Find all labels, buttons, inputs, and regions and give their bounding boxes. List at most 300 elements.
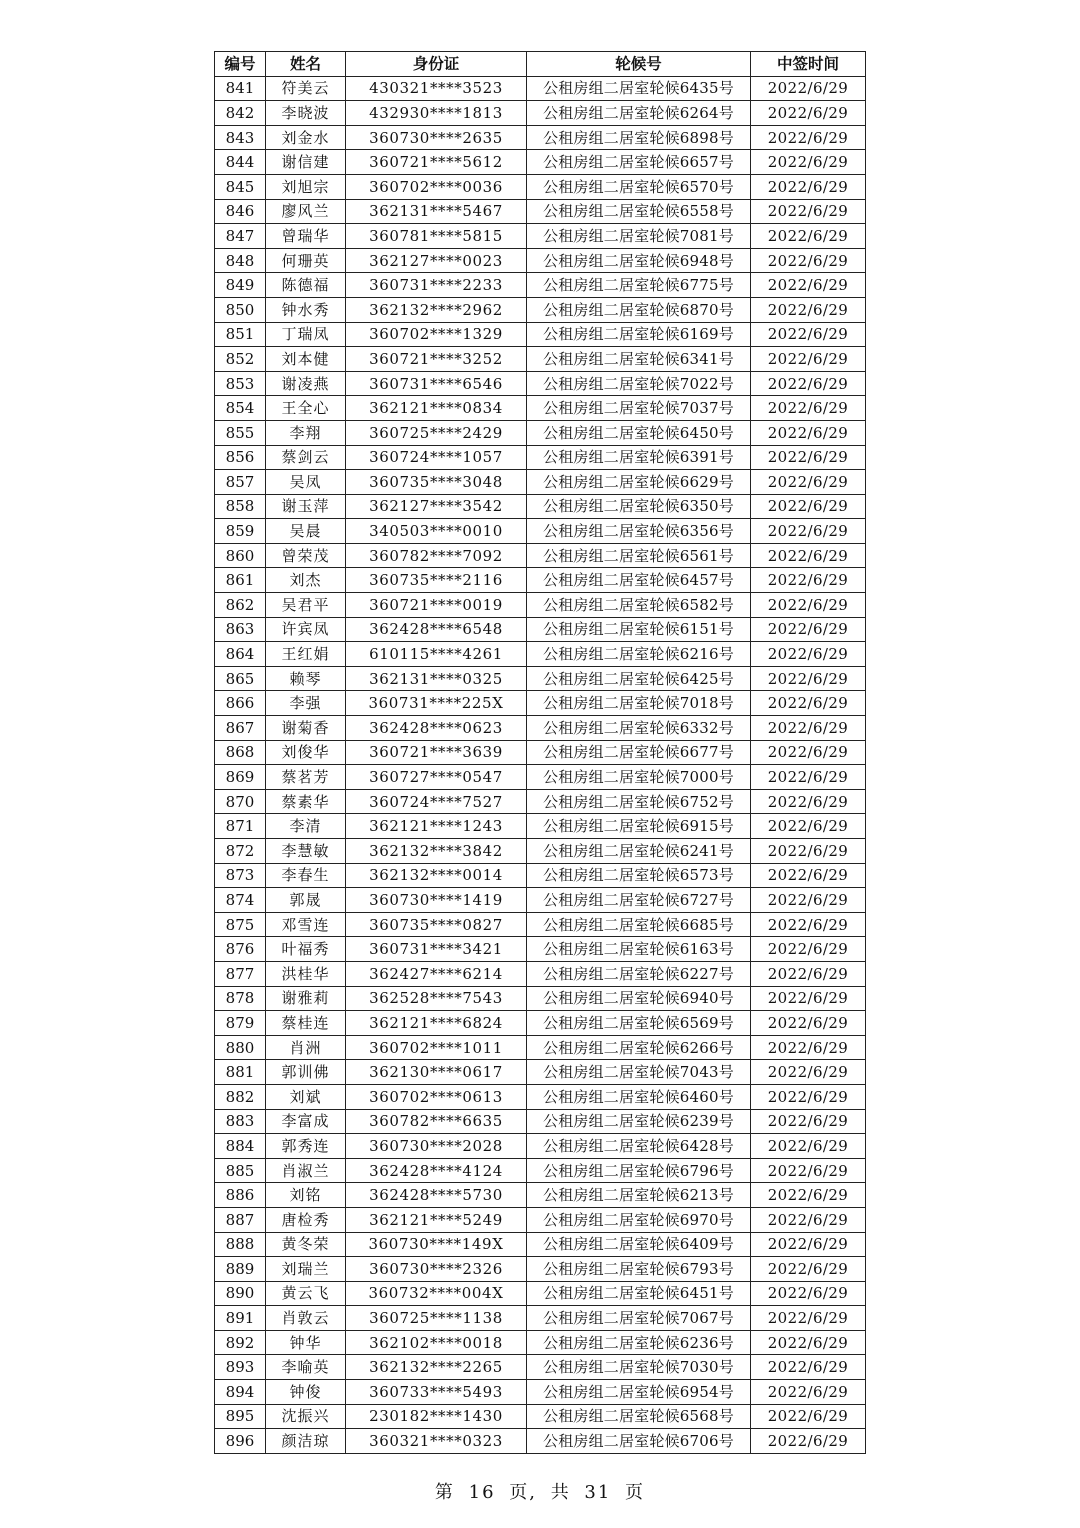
cell-number: 847 [215,224,266,249]
table-row [215,125,866,150]
table-row [215,273,866,298]
table-row [215,1257,866,1282]
cell-name: 谢信建 [266,150,346,175]
header-name: 姓名 [266,52,346,77]
cell-queue-number: 公租房组二居室轮候6685号 [527,912,751,937]
cell-number: 842 [215,101,266,126]
cell-number: 884 [215,1134,266,1159]
cell-number: 872 [215,839,266,864]
table-row [215,716,866,741]
cell-number: 873 [215,863,266,888]
cell-number: 849 [215,273,266,298]
cell-id-card: 360721****3252 [346,347,527,372]
cell-name: 陈德福 [266,273,346,298]
cell-signing-date: 2022/6/29 [751,273,866,298]
table-row [215,691,866,716]
cell-number: 863 [215,617,266,642]
cell-number: 854 [215,396,266,421]
cell-number: 846 [215,199,266,224]
table-row [215,1429,866,1454]
cell-id-card: 360731****6546 [346,371,527,396]
table-row [215,396,866,421]
cell-name: 蔡剑云 [266,445,346,470]
cell-queue-number: 公租房组二居室轮候6569号 [527,1011,751,1036]
cell-signing-date: 2022/6/29 [751,125,866,150]
cell-number: 890 [215,1281,266,1306]
cell-name: 沈振兴 [266,1404,346,1429]
cell-number: 864 [215,642,266,667]
cell-queue-number: 公租房组二居室轮候6970号 [527,1207,751,1232]
cell-queue-number: 公租房组二居室轮候6216号 [527,642,751,667]
cell-number: 844 [215,150,266,175]
cell-number: 881 [215,1060,266,1085]
cell-queue-number: 公租房组二居室轮候7018号 [527,691,751,716]
table-row [215,642,866,667]
cell-number: 883 [215,1109,266,1134]
cell-name: 刘旭宗 [266,174,346,199]
cell-id-card: 430321****3523 [346,76,527,101]
cell-id-card: 360730****149X [346,1232,527,1257]
cell-name: 曾瑞华 [266,224,346,249]
cell-id-card: 362132****2265 [346,1355,527,1380]
cell-name: 肖淑兰 [266,1158,346,1183]
table-row [215,347,866,372]
table-row [215,961,866,986]
table-row [215,150,866,175]
cell-queue-number: 公租房组二居室轮候6775号 [527,273,751,298]
table-row [215,1183,866,1208]
table-row [215,863,866,888]
cell-name: 李喻英 [266,1355,346,1380]
cell-id-card: 362132****0014 [346,863,527,888]
cell-signing-date: 2022/6/29 [751,1355,866,1380]
header-signing-date: 中签时间 [751,52,866,77]
cell-number: 868 [215,740,266,765]
cell-queue-number: 公租房组二居室轮候6241号 [527,839,751,864]
cell-name: 谢菊香 [266,716,346,741]
cell-signing-date: 2022/6/29 [751,150,866,175]
cell-number: 888 [215,1232,266,1257]
cell-id-card: 362428****0623 [346,716,527,741]
cell-id-card: 360721****3639 [346,740,527,765]
cell-id-card: 360321****0323 [346,1429,527,1454]
cell-name: 钟水秀 [266,297,346,322]
cell-name: 蔡茗芳 [266,765,346,790]
cell-queue-number: 公租房组二居室轮候7037号 [527,396,751,421]
cell-signing-date: 2022/6/29 [751,1281,866,1306]
cell-name: 赖琴 [266,666,346,691]
cell-signing-date: 2022/6/29 [751,470,866,495]
cell-id-card: 360730****2028 [346,1134,527,1159]
cell-signing-date: 2022/6/29 [751,1330,866,1355]
cell-signing-date: 2022/6/29 [751,888,866,913]
cell-number: 878 [215,986,266,1011]
cell-number: 870 [215,789,266,814]
table-row [215,101,866,126]
cell-name: 谢凌燕 [266,371,346,396]
cell-signing-date: 2022/6/29 [751,1035,866,1060]
table-row [215,543,866,568]
cell-queue-number: 公租房组二居室轮候6558号 [527,199,751,224]
cell-signing-date: 2022/6/29 [751,839,866,864]
cell-id-card: 362428****4124 [346,1158,527,1183]
cell-number: 850 [215,297,266,322]
cell-signing-date: 2022/6/29 [751,1257,866,1282]
cell-number: 843 [215,125,266,150]
cell-queue-number: 公租房组二居室轮候7030号 [527,1355,751,1380]
cell-signing-date: 2022/6/29 [751,224,866,249]
cell-signing-date: 2022/6/29 [751,912,866,937]
cell-signing-date: 2022/6/29 [751,174,866,199]
cell-name: 刘斌 [266,1084,346,1109]
table-row [215,199,866,224]
cell-signing-date: 2022/6/29 [751,1158,866,1183]
cell-queue-number: 公租房组二居室轮候6451号 [527,1281,751,1306]
cell-signing-date: 2022/6/29 [751,863,866,888]
table-row [215,1355,866,1380]
cell-name: 钟华 [266,1330,346,1355]
cell-queue-number: 公租房组二居室轮候6332号 [527,716,751,741]
cell-id-card: 362121****0834 [346,396,527,421]
cell-name: 吴君平 [266,593,346,618]
cell-number: 871 [215,814,266,839]
cell-queue-number: 公租房组二居室轮候6356号 [527,519,751,544]
cell-name: 刘金水 [266,125,346,150]
cell-id-card: 360781****5815 [346,224,527,249]
cell-signing-date: 2022/6/29 [751,1429,866,1454]
table-body [215,76,866,1453]
cell-signing-date: 2022/6/29 [751,814,866,839]
table-row [215,1158,866,1183]
table-row [215,1035,866,1060]
cell-id-card: 362102****0018 [346,1330,527,1355]
cell-number: 855 [215,420,266,445]
cell-id-card: 362127****0023 [346,248,527,273]
cell-id-card: 360730****1419 [346,888,527,913]
cell-signing-date: 2022/6/29 [751,101,866,126]
cell-id-card: 362132****3842 [346,839,527,864]
cell-number: 893 [215,1355,266,1380]
cell-queue-number: 公租房组二居室轮候6435号 [527,76,751,101]
cell-number: 866 [215,691,266,716]
cell-number: 879 [215,1011,266,1036]
cell-number: 889 [215,1257,266,1282]
cell-number: 877 [215,961,266,986]
cell-queue-number: 公租房组二居室轮候6793号 [527,1257,751,1282]
table-row [215,1306,866,1331]
cell-signing-date: 2022/6/29 [751,666,866,691]
cell-queue-number: 公租房组二居室轮候6657号 [527,150,751,175]
cell-queue-number: 公租房组二居室轮候6163号 [527,937,751,962]
cell-number: 894 [215,1380,266,1405]
cell-name: 王全心 [266,396,346,421]
cell-id-card: 360724****1057 [346,445,527,470]
cell-name: 钟俊 [266,1380,346,1405]
cell-id-card: 360702****1011 [346,1035,527,1060]
table-row [215,297,866,322]
cell-queue-number: 公租房组二居室轮候6213号 [527,1183,751,1208]
cell-signing-date: 2022/6/29 [751,519,866,544]
cell-id-card: 362131****0325 [346,666,527,691]
table-row [215,1011,866,1036]
cell-queue-number: 公租房组二居室轮候6573号 [527,863,751,888]
cell-signing-date: 2022/6/29 [751,1060,866,1085]
cell-name: 谢玉萍 [266,494,346,519]
cell-number: 885 [215,1158,266,1183]
cell-number: 869 [215,765,266,790]
table-row [215,666,866,691]
table-row [215,1330,866,1355]
cell-number: 858 [215,494,266,519]
cell-name: 刘铭 [266,1183,346,1208]
cell-queue-number: 公租房组二居室轮候6948号 [527,248,751,273]
cell-id-card: 340503****0010 [346,519,527,544]
cell-name: 吴晨 [266,519,346,544]
cell-id-card: 610115****4261 [346,642,527,667]
cell-queue-number: 公租房组二居室轮候6151号 [527,617,751,642]
cell-number: 895 [215,1404,266,1429]
cell-signing-date: 2022/6/29 [751,371,866,396]
cell-number: 874 [215,888,266,913]
table-row [215,224,866,249]
cell-id-card: 360721****0019 [346,593,527,618]
cell-queue-number: 公租房组二居室轮候6350号 [527,494,751,519]
cell-signing-date: 2022/6/29 [751,1306,866,1331]
cell-queue-number: 公租房组二居室轮候6629号 [527,470,751,495]
cell-signing-date: 2022/6/29 [751,691,866,716]
cell-name: 刘瑞兰 [266,1257,346,1282]
cell-queue-number: 公租房组二居室轮候6706号 [527,1429,751,1454]
cell-name: 廖风兰 [266,199,346,224]
cell-number: 887 [215,1207,266,1232]
cell-id-card: 360731****225X [346,691,527,716]
cell-signing-date: 2022/6/29 [751,199,866,224]
cell-number: 896 [215,1429,266,1454]
cell-signing-date: 2022/6/29 [751,1134,866,1159]
cell-signing-date: 2022/6/29 [751,986,866,1011]
table-row [215,1134,866,1159]
cell-number: 876 [215,937,266,962]
cell-signing-date: 2022/6/29 [751,347,866,372]
cell-name: 蔡桂连 [266,1011,346,1036]
cell-number: 882 [215,1084,266,1109]
table-row [215,1060,866,1085]
cell-id-card: 360721****5612 [346,150,527,175]
cell-name: 邓雪连 [266,912,346,937]
table-row [215,765,866,790]
header-number: 编号 [215,52,266,77]
cell-queue-number: 公租房组二居室轮候6568号 [527,1404,751,1429]
page-footer: 第 16 页, 共 31 页 [434,1482,646,1503]
cell-signing-date: 2022/6/29 [751,642,866,667]
table-row [215,888,866,913]
cell-id-card: 362132****2962 [346,297,527,322]
cell-number: 861 [215,568,266,593]
cell-id-card: 360735****3048 [346,470,527,495]
cell-queue-number: 公租房组二居室轮候6391号 [527,445,751,470]
cell-signing-date: 2022/6/29 [751,420,866,445]
cell-queue-number: 公租房组二居室轮候6954号 [527,1380,751,1405]
cell-id-card: 362121****5249 [346,1207,527,1232]
cell-signing-date: 2022/6/29 [751,248,866,273]
header-id-card: 身份证 [346,52,527,77]
lottery-result-sheet [214,51,865,1454]
cell-id-card: 362428****5730 [346,1183,527,1208]
cell-queue-number: 公租房组二居室轮候6264号 [527,101,751,126]
cell-signing-date: 2022/6/29 [751,1011,866,1036]
table-row [215,814,866,839]
cell-id-card: 360782****6635 [346,1109,527,1134]
cell-id-card: 362428****6548 [346,617,527,642]
cell-signing-date: 2022/6/29 [751,1207,866,1232]
table-row [215,322,866,347]
cell-id-card: 360735****0827 [346,912,527,937]
cell-id-card: 362528****7543 [346,986,527,1011]
cell-signing-date: 2022/6/29 [751,568,866,593]
table-row [215,1232,866,1257]
table-header-row [215,52,866,77]
cell-queue-number: 公租房组二居室轮候6752号 [527,789,751,814]
cell-number: 892 [215,1330,266,1355]
cell-queue-number: 公租房组二居室轮候6460号 [527,1084,751,1109]
cell-name: 颜洁琼 [266,1429,346,1454]
cell-number: 865 [215,666,266,691]
table-row [215,76,866,101]
cell-queue-number: 公租房组二居室轮候7000号 [527,765,751,790]
cell-queue-number: 公租房组二居室轮候6870号 [527,297,751,322]
table-row [215,1207,866,1232]
cell-id-card: 360702****1329 [346,322,527,347]
cell-signing-date: 2022/6/29 [751,76,866,101]
cell-number: 859 [215,519,266,544]
table-row [215,420,866,445]
cell-queue-number: 公租房组二居室轮候6727号 [527,888,751,913]
cell-signing-date: 2022/6/29 [751,1183,866,1208]
cell-queue-number: 公租房组二居室轮候6915号 [527,814,751,839]
cell-name: 刘杰 [266,568,346,593]
cell-number: 867 [215,716,266,741]
cell-number: 891 [215,1306,266,1331]
cell-id-card: 360735****2116 [346,568,527,593]
cell-name: 刘俊华 [266,740,346,765]
cell-signing-date: 2022/6/29 [751,543,866,568]
cell-id-card: 360733****5493 [346,1380,527,1405]
cell-name: 李清 [266,814,346,839]
cell-name: 李翔 [266,420,346,445]
table-row [215,1109,866,1134]
cell-id-card: 362130****0617 [346,1060,527,1085]
cell-name: 李晓波 [266,101,346,126]
cell-id-card: 360730****2326 [346,1257,527,1282]
cell-id-card: 362121****1243 [346,814,527,839]
table-row [215,986,866,1011]
table-row [215,1281,866,1306]
table-row [215,937,866,962]
cell-id-card: 360702****0613 [346,1084,527,1109]
table-row [215,1380,866,1405]
table-row [215,519,866,544]
table-row [215,912,866,937]
cell-signing-date: 2022/6/29 [751,1084,866,1109]
table-row [215,371,866,396]
cell-id-card: 360782****7092 [346,543,527,568]
cell-number: 860 [215,543,266,568]
cell-number: 856 [215,445,266,470]
cell-id-card: 360731****2233 [346,273,527,298]
cell-name: 曾荣茂 [266,543,346,568]
cell-name: 符美云 [266,76,346,101]
cell-queue-number: 公租房组二居室轮候6561号 [527,543,751,568]
cell-name: 李富成 [266,1109,346,1134]
cell-signing-date: 2022/6/29 [751,961,866,986]
cell-number: 852 [215,347,266,372]
cell-id-card: 230182****1430 [346,1404,527,1429]
cell-number: 845 [215,174,266,199]
cell-number: 851 [215,322,266,347]
cell-queue-number: 公租房组二居室轮候6169号 [527,322,751,347]
cell-name: 王红娟 [266,642,346,667]
cell-name: 郭训佛 [266,1060,346,1085]
table-row [215,494,866,519]
cell-queue-number: 公租房组二居室轮候6582号 [527,593,751,618]
cell-id-card: 360731****3421 [346,937,527,962]
table-row [215,740,866,765]
cell-queue-number: 公租房组二居室轮候6457号 [527,568,751,593]
table-row [215,593,866,618]
cell-signing-date: 2022/6/29 [751,789,866,814]
cell-number: 853 [215,371,266,396]
lottery-result-table [214,51,866,1454]
cell-signing-date: 2022/6/29 [751,740,866,765]
cell-name: 蔡素华 [266,789,346,814]
cell-queue-number: 公租房组二居室轮候6796号 [527,1158,751,1183]
cell-signing-date: 2022/6/29 [751,716,866,741]
cell-signing-date: 2022/6/29 [751,322,866,347]
header-queue-number: 轮候号 [527,52,751,77]
cell-number: 857 [215,470,266,495]
cell-id-card: 360732****004X [346,1281,527,1306]
cell-name: 洪桂华 [266,961,346,986]
cell-number: 841 [215,76,266,101]
cell-name: 吴凤 [266,470,346,495]
cell-id-card: 360727****0547 [346,765,527,790]
cell-signing-date: 2022/6/29 [751,1109,866,1134]
table-row [215,248,866,273]
cell-id-card: 362131****5467 [346,199,527,224]
cell-queue-number: 公租房组二居室轮候6227号 [527,961,751,986]
cell-queue-number: 公租房组二居室轮候6341号 [527,347,751,372]
cell-queue-number: 公租房组二居室轮候6898号 [527,125,751,150]
cell-queue-number: 公租房组二居室轮候6428号 [527,1134,751,1159]
cell-queue-number: 公租房组二居室轮候6450号 [527,420,751,445]
table-row [215,174,866,199]
cell-name: 李慧敏 [266,839,346,864]
cell-name: 许宾凤 [266,617,346,642]
cell-name: 郭晟 [266,888,346,913]
cell-signing-date: 2022/6/29 [751,445,866,470]
cell-queue-number: 公租房组二居室轮候6239号 [527,1109,751,1134]
cell-signing-date: 2022/6/29 [751,617,866,642]
cell-signing-date: 2022/6/29 [751,297,866,322]
cell-name: 郭秀连 [266,1134,346,1159]
cell-signing-date: 2022/6/29 [751,937,866,962]
cell-number: 862 [215,593,266,618]
cell-name: 李春生 [266,863,346,888]
cell-queue-number: 公租房组二居室轮候7067号 [527,1306,751,1331]
cell-queue-number: 公租房组二居室轮候7081号 [527,224,751,249]
cell-name: 谢雅莉 [266,986,346,1011]
cell-id-card: 360725****1138 [346,1306,527,1331]
